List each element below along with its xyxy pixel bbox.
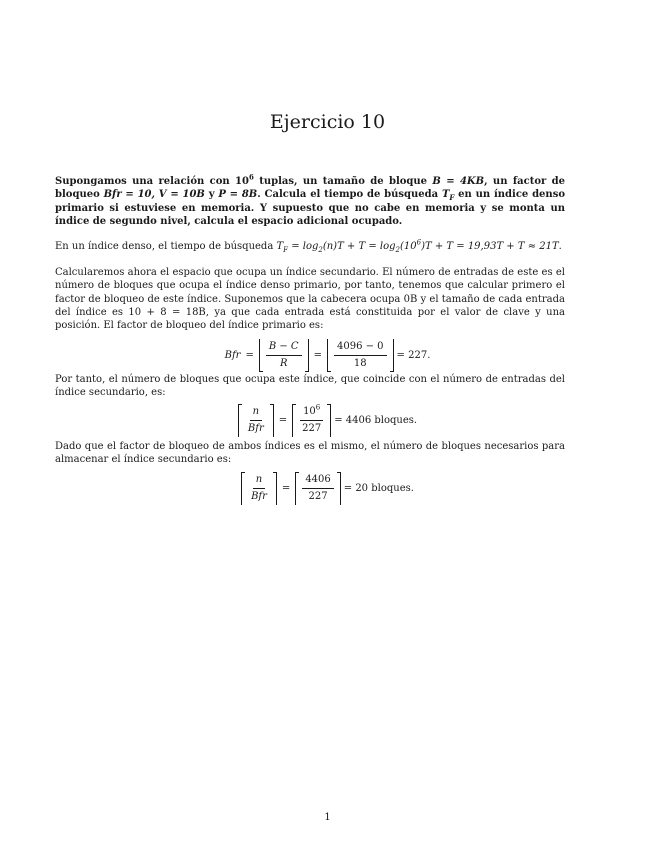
ceil-bracket xyxy=(292,403,331,435)
paragraph-search-time xyxy=(55,240,565,253)
paragraph-text: . xyxy=(558,241,562,252)
floor-bracket xyxy=(327,341,394,370)
math-base: 10 xyxy=(235,176,249,187)
math-symbol: T xyxy=(276,241,284,252)
fraction-denominator: 227 xyxy=(308,490,328,502)
statement-text: tuplas, un tamaño de bloque xyxy=(253,176,433,187)
equation-blocks xyxy=(0,405,655,435)
statement-text: . Calcula el tiempo de búsqueda xyxy=(257,189,442,201)
paragraph-secondary-index: Calcularemos ahora el espacio que ocupa un índice secundario. El número de entradas de este es el número de bloques que ocupa el índice denso primario, por tanto, tenemos que calcular primero el factor de bloqueo de este índice. Suponemos que la cabecera ocupa 0B y el tamaño de cada entrada del índice es 10 + 8 = 18B, ya que cada entrada está constituida por el valor de clave y una posición. El factor de bloqueo del índice primario es: xyxy=(55,267,565,332)
ceil-bracket xyxy=(295,474,340,503)
math-symbol: T xyxy=(441,189,450,201)
math-subscript: F xyxy=(283,246,289,254)
statement-text: en un índice denso primario si estuviese en memoria. Y supuesto que no cabe en memoria y se monta un índice de segundo nivel, calcula el espacio adicional ocupado. xyxy=(55,189,565,227)
eq-sign: = xyxy=(313,349,322,361)
math-base: 10 xyxy=(303,405,316,417)
fraction-numerator: 4096 − 0 xyxy=(334,341,387,356)
problem-statement xyxy=(55,172,565,228)
statement-text: , un factor de bloqueo xyxy=(55,176,565,201)
fraction-denominator: Bfr xyxy=(251,490,267,502)
fraction-numerator: 4406 xyxy=(302,474,333,489)
fraction xyxy=(245,406,267,435)
ceil-bracket xyxy=(238,406,274,435)
math-block-size: B = 4KB xyxy=(432,176,485,187)
fraction-denominator: Bfr xyxy=(247,422,264,434)
eq-result: = 20 bloques. xyxy=(343,482,414,494)
math-part: = log xyxy=(288,241,319,252)
math-part: (n)T + T = log xyxy=(322,241,396,252)
math-subscript: 2 xyxy=(395,246,400,254)
fraction xyxy=(302,474,333,503)
equation-second-level xyxy=(0,473,655,503)
fraction xyxy=(248,474,270,503)
math-exponent: 6 xyxy=(416,238,422,247)
eq-sign: = xyxy=(278,414,288,426)
math-bfr: Bfr = 10, V = 10B xyxy=(103,189,205,201)
page-number: 1 xyxy=(324,812,331,823)
math-subscript: 2 xyxy=(318,246,323,254)
paragraph-blocks: Por tanto, el número de bloques que ocupa este índice, que coincide con el número de entradas del índice secundario, es: xyxy=(55,374,565,399)
exercise-title: Ejercicio 10 xyxy=(269,110,386,133)
ceil-bracket xyxy=(241,474,277,503)
eq-result: = 227. xyxy=(396,349,431,361)
fraction xyxy=(266,341,302,370)
math-exponent: 6 xyxy=(248,172,254,182)
eq-sign: = xyxy=(281,482,291,494)
fraction xyxy=(299,403,324,435)
paragraph-second-level: Dado que el factor de bloqueo de ambos índices es el mismo, el número de bloques necesarios para almacenar el índice secundario es: xyxy=(55,441,565,466)
fraction-numerator: n xyxy=(253,474,265,489)
math-subscript: F xyxy=(449,193,455,203)
math-tuples xyxy=(235,172,254,187)
math-search-time xyxy=(276,238,559,254)
fraction xyxy=(334,341,387,370)
eq-result: = 4406 bloques. xyxy=(334,414,418,426)
math-exponent: 6 xyxy=(315,403,321,412)
equation-bfr xyxy=(0,340,655,370)
fraction-denominator: R xyxy=(279,357,288,369)
eq-sign: = xyxy=(245,349,254,361)
fraction-numerator: B − C xyxy=(266,341,302,356)
math-part: (10 xyxy=(400,241,417,252)
fraction-denominator: 18 xyxy=(353,357,367,369)
eq-lhs: Bfr xyxy=(224,349,241,361)
paragraph-text: En un índice denso, el tiempo de búsqueda xyxy=(55,241,277,252)
fraction-denominator: 227 xyxy=(302,422,322,434)
math-part: )T + T = 19,93T + T ≈ 21T xyxy=(421,241,559,252)
math-pointer: P = 8B xyxy=(218,189,258,201)
fraction-numerator xyxy=(300,403,323,421)
fraction-numerator: n xyxy=(250,406,262,421)
floor-bracket xyxy=(259,341,309,370)
statement-text: Supongamos una relación con xyxy=(55,176,236,187)
math-tf xyxy=(441,189,455,203)
statement-text: y xyxy=(204,189,219,201)
